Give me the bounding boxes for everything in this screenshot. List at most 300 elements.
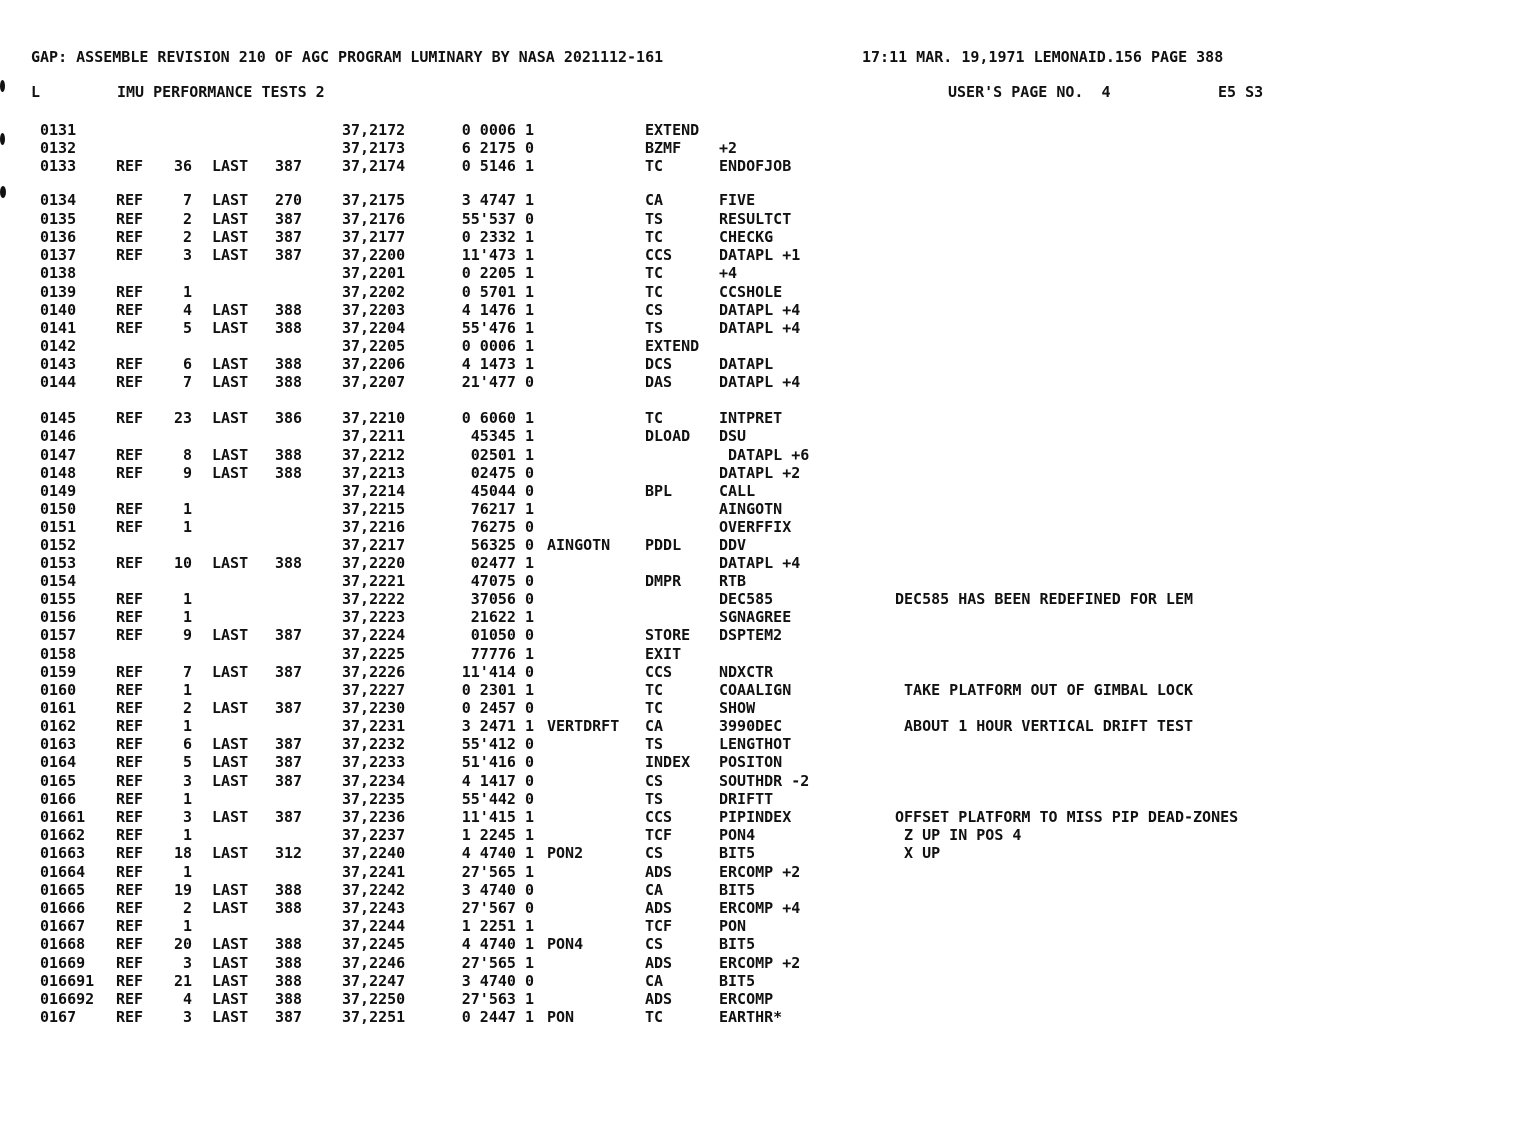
line-number: 0139: [40, 283, 77, 301]
opcode: CS: [645, 772, 664, 790]
last-page: 387: [275, 753, 303, 771]
ref-count: 7: [182, 373, 192, 391]
listing-row: [0, 972, 1536, 990]
last-keyword: LAST: [212, 246, 249, 264]
last-keyword: LAST: [212, 972, 249, 990]
last-page: 388: [275, 373, 303, 391]
operand: DATAPL: [719, 355, 774, 373]
opcode: TC: [645, 157, 664, 175]
last-keyword: LAST: [212, 373, 249, 391]
last-keyword: LAST: [212, 772, 249, 790]
opcode: TCF: [645, 826, 673, 844]
ref-count: 36: [173, 157, 192, 175]
opcode: ADS: [645, 863, 673, 881]
listing-row: [0, 518, 1536, 536]
address: 37,2217: [342, 536, 406, 554]
ref-keyword: REF: [116, 735, 144, 753]
address: 37,2236: [342, 808, 406, 826]
octal-code: 27'567 0: [461, 899, 534, 917]
listing-row: [0, 790, 1536, 808]
listing-row: [0, 753, 1536, 771]
ref-count: 1: [182, 518, 192, 536]
listing-row: [0, 699, 1536, 717]
last-keyword: LAST: [212, 409, 249, 427]
ref-keyword: REF: [116, 608, 144, 626]
line-number: 0165: [40, 772, 77, 790]
octal-code: 0 5701 1: [461, 283, 534, 301]
listing-row: [0, 772, 1536, 790]
ref-count: 2: [182, 699, 192, 717]
opcode: STORE: [645, 626, 691, 644]
listing-row: [0, 863, 1536, 881]
operand: +2: [719, 139, 738, 157]
line-number: 0136: [40, 228, 77, 246]
line-number: 01665: [40, 881, 86, 899]
listing-row: [0, 264, 1536, 282]
comment: ABOUT 1 HOUR VERTICAL DRIFT TEST: [895, 717, 1194, 735]
opcode: BPL: [645, 482, 673, 500]
listing-row: [0, 881, 1536, 899]
line-number: 0131: [40, 121, 77, 139]
opcode: PDDL: [645, 536, 682, 554]
listing-row: [0, 446, 1536, 464]
octal-code: 4 1417 0: [461, 772, 534, 790]
ref-keyword: REF: [116, 590, 144, 608]
ref-keyword: REF: [116, 808, 144, 826]
ref-count: 3: [182, 772, 192, 790]
ref-count: 10: [173, 554, 192, 572]
ref-keyword: REF: [116, 500, 144, 518]
ref-keyword: REF: [116, 717, 144, 735]
octal-code: 3 4740 0: [461, 972, 534, 990]
line-number: 0149: [40, 482, 77, 500]
operand: INTPRET: [719, 409, 783, 427]
listing-row: [0, 409, 1536, 427]
operand: ERCOMP: [719, 990, 774, 1008]
comment: OFFSET PLATFORM TO MISS PIP DEAD-ZONES: [895, 808, 1239, 826]
address: 37,2245: [342, 935, 406, 953]
opcode: TCF: [645, 917, 673, 935]
octal-code: 4 4740 1: [461, 844, 534, 862]
last-page: 312: [275, 844, 303, 862]
header-title: GAP: ASSEMBLE REVISION 210 OF AGC PROGRAM LUMINARY BY NASA 2021112-161: [31, 48, 664, 66]
line-number: 0132: [40, 139, 77, 157]
octal-code: 0 2332 1: [461, 228, 534, 246]
address: 37,2221: [342, 572, 406, 590]
last-page: 388: [275, 301, 303, 319]
line-number: 01663: [40, 844, 86, 862]
listing-row: [0, 645, 1536, 663]
last-page: 388: [275, 446, 303, 464]
ref-count: 2: [182, 210, 192, 228]
listing-row: [0, 1008, 1536, 1026]
operand: BIT5: [719, 881, 756, 899]
address: 37,2242: [342, 881, 406, 899]
address: 37,2224: [342, 626, 406, 644]
line-number: 0157: [40, 626, 77, 644]
ref-keyword: REF: [116, 772, 144, 790]
ref-count: 18: [173, 844, 192, 862]
last-page: 387: [275, 663, 303, 681]
opcode: CA: [645, 972, 664, 990]
octal-code: 37056 0: [470, 590, 534, 608]
punch-mark: [0, 133, 5, 145]
operand: ENDOFJOB: [719, 157, 792, 175]
last-keyword: LAST: [212, 446, 249, 464]
last-page: 387: [275, 626, 303, 644]
operand: SHOW: [719, 699, 756, 717]
opcode: CA: [645, 191, 664, 209]
ref-keyword: REF: [116, 301, 144, 319]
operand: CHECKG: [719, 228, 774, 246]
listing-row: [0, 427, 1536, 445]
line-number: 0156: [40, 608, 77, 626]
ref-keyword: REF: [116, 699, 144, 717]
operand: RESULTCT: [719, 210, 792, 228]
ref-count: 1: [182, 863, 192, 881]
address: 37,2214: [342, 482, 406, 500]
opcode: DAS: [645, 373, 673, 391]
label: PON4: [547, 935, 584, 953]
comment: DEC585 HAS BEEN REDEFINED FOR LEM: [895, 590, 1194, 608]
last-keyword: LAST: [212, 319, 249, 337]
listing-row: [0, 826, 1536, 844]
octal-code: 02477 1: [470, 554, 534, 572]
listing-row: [0, 717, 1536, 735]
opcode: TS: [645, 210, 664, 228]
octal-code: 01050 0: [470, 626, 534, 644]
ref-count: 3: [182, 1008, 192, 1026]
operand: POSITON: [719, 753, 783, 771]
address: 37,2226: [342, 663, 406, 681]
listing-row: [0, 917, 1536, 935]
last-page: 388: [275, 464, 303, 482]
address: 37,2173: [342, 139, 406, 157]
address: 37,2244: [342, 917, 406, 935]
last-keyword: LAST: [212, 554, 249, 572]
octal-code: 27'563 1: [461, 990, 534, 1008]
opcode: CCS: [645, 663, 673, 681]
ref-keyword: REF: [116, 157, 144, 175]
operand: DATAPL +1: [719, 246, 801, 264]
ref-count: 9: [182, 626, 192, 644]
opcode: DLOAD: [645, 427, 691, 445]
last-page: 387: [275, 246, 303, 264]
address: 37,2204: [342, 319, 406, 337]
ref-count: 1: [182, 283, 192, 301]
octal-code: 3 4740 0: [461, 881, 534, 899]
ref-count: 2: [182, 228, 192, 246]
operand: FIVE: [719, 191, 756, 209]
octal-code: 0 5146 1: [461, 157, 534, 175]
line-number: 0166: [40, 790, 77, 808]
address: 37,2177: [342, 228, 406, 246]
listing-row: [0, 572, 1536, 590]
ref-keyword: REF: [116, 554, 144, 572]
opcode: DCS: [645, 355, 673, 373]
line-number: 01669: [40, 954, 86, 972]
opcode: CA: [645, 881, 664, 899]
address: 37,2206: [342, 355, 406, 373]
operand: 3990DEC: [719, 717, 783, 735]
listing-row: [0, 808, 1536, 826]
octal-code: 27'565 1: [461, 954, 534, 972]
line-number: 0155: [40, 590, 77, 608]
opcode: ADS: [645, 899, 673, 917]
last-keyword: LAST: [212, 210, 249, 228]
last-keyword: LAST: [212, 844, 249, 862]
line-number: 0158: [40, 645, 77, 663]
opcode: EXTEND: [645, 121, 700, 139]
line-number: 0147: [40, 446, 77, 464]
line-number: 01664: [40, 863, 86, 881]
address: 37,2247: [342, 972, 406, 990]
listing-row: [0, 735, 1536, 753]
last-page: 387: [275, 735, 303, 753]
listing-row: [0, 301, 1536, 319]
label: PON: [547, 1008, 575, 1026]
listing-row: [0, 608, 1536, 626]
listing-row: [0, 373, 1536, 391]
opcode: TC: [645, 1008, 664, 1026]
operand: DRIFTT: [719, 790, 774, 808]
last-page: 387: [275, 772, 303, 790]
opcode: ADS: [645, 954, 673, 972]
operand: DSPTEM2: [719, 626, 783, 644]
listing-row: [0, 355, 1536, 373]
octal-code: 56325 0: [470, 536, 534, 554]
ref-count: 1: [182, 717, 192, 735]
ref-count: 6: [182, 735, 192, 753]
listing-row: [0, 554, 1536, 572]
line-number: 0159: [40, 663, 77, 681]
listing-row: [0, 954, 1536, 972]
octal-code: 3 4747 1: [461, 191, 534, 209]
listing-row: [0, 121, 1536, 139]
address: 37,2215: [342, 500, 406, 518]
ref-count: 1: [182, 608, 192, 626]
ref-count: 1: [182, 681, 192, 699]
label: VERTDRFT: [547, 717, 620, 735]
last-page: 270: [275, 191, 303, 209]
last-keyword: LAST: [212, 464, 249, 482]
last-page: 387: [275, 699, 303, 717]
ref-keyword: REF: [116, 899, 144, 917]
octal-code: 0 0006 1: [461, 337, 534, 355]
last-keyword: LAST: [212, 699, 249, 717]
last-page: 388: [275, 954, 303, 972]
page-code: E5 S3: [1218, 83, 1264, 101]
octal-code: 6 2175 0: [461, 139, 534, 157]
users-page-number: USER'S PAGE NO. 4: [948, 83, 1111, 101]
operand: DATAPL +2: [719, 464, 801, 482]
last-page: 386: [275, 409, 303, 427]
line-number: 0143: [40, 355, 77, 373]
ref-keyword: REF: [116, 283, 144, 301]
last-page: 388: [275, 319, 303, 337]
ref-keyword: REF: [116, 681, 144, 699]
last-keyword: LAST: [212, 935, 249, 953]
listing-row: [0, 536, 1536, 554]
operand: CCSHOLE: [719, 283, 783, 301]
ref-keyword: REF: [116, 626, 144, 644]
ref-count: 21: [173, 972, 192, 990]
address: 37,2246: [342, 954, 406, 972]
operand: DSU: [719, 427, 747, 445]
header-date-page: 17:11 MAR. 19,1971 LEMONAID.156 PAGE 388: [862, 48, 1224, 66]
opcode: TC: [645, 283, 664, 301]
ref-keyword: REF: [116, 753, 144, 771]
last-page: 387: [275, 1008, 303, 1026]
octal-code: 02501 1: [470, 446, 534, 464]
octal-code: 21'477 0: [461, 373, 534, 391]
ref-keyword: REF: [116, 518, 144, 536]
line-number: 01667: [40, 917, 86, 935]
last-keyword: LAST: [212, 663, 249, 681]
comment: TAKE PLATFORM OUT OF GIMBAL LOCK: [895, 681, 1194, 699]
address: 37,2201: [342, 264, 406, 282]
ref-count: 4: [182, 990, 192, 1008]
ref-count: 3: [182, 954, 192, 972]
octal-code: 55'537 0: [461, 210, 534, 228]
operand: BIT5: [719, 935, 756, 953]
last-page: 388: [275, 554, 303, 572]
octal-code: 0 6060 1: [461, 409, 534, 427]
octal-code: 45044 0: [470, 482, 534, 500]
comment: X UP: [895, 844, 941, 862]
operand: LENGTHOT: [719, 735, 792, 753]
address: 37,2205: [342, 337, 406, 355]
operand: DATAPL +4: [719, 554, 801, 572]
ref-keyword: REF: [116, 863, 144, 881]
octal-code: 4 4740 1: [461, 935, 534, 953]
line-number: 0134: [40, 191, 77, 209]
ref-count: 23: [173, 409, 192, 427]
ref-keyword: REF: [116, 355, 144, 373]
octal-code: 1 2251 1: [461, 917, 534, 935]
label: PON2: [547, 844, 584, 862]
operand: PIPINDEX: [719, 808, 792, 826]
operand: DATAPL +4: [719, 319, 801, 337]
address: 37,2211: [342, 427, 406, 445]
octal-code: 0 0006 1: [461, 121, 534, 139]
octal-code: 27'565 1: [461, 863, 534, 881]
opcode: ADS: [645, 990, 673, 1008]
line-number: 01668: [40, 935, 86, 953]
opcode: BZMF: [645, 139, 682, 157]
listing-row: [0, 157, 1536, 175]
last-page: 387: [275, 157, 303, 175]
opcode: CCS: [645, 808, 673, 826]
operand: ERCOMP +4: [719, 899, 801, 917]
punch-mark: [0, 80, 5, 92]
address: 37,2175: [342, 191, 406, 209]
address: 37,2240: [342, 844, 406, 862]
address: 37,2220: [342, 554, 406, 572]
operand: SGNAGREE: [719, 608, 792, 626]
opcode: CS: [645, 935, 664, 953]
last-keyword: LAST: [212, 626, 249, 644]
operand: DATAPL +6: [719, 446, 810, 464]
listing-row: [0, 935, 1536, 953]
operand: RTB: [719, 572, 747, 590]
last-keyword: LAST: [212, 1008, 249, 1026]
opcode: EXTEND: [645, 337, 700, 355]
listing-row: [0, 337, 1536, 355]
line-number: 0164: [40, 753, 77, 771]
last-page: 388: [275, 990, 303, 1008]
listing-row: [0, 482, 1536, 500]
line-number: 0138: [40, 264, 77, 282]
operand: AINGOTN: [719, 500, 783, 518]
operand: PON4: [719, 826, 756, 844]
ref-count: 9: [182, 464, 192, 482]
last-keyword: LAST: [212, 355, 249, 373]
opcode: CCS: [645, 246, 673, 264]
ref-count: 19: [173, 881, 192, 899]
line-number: 0151: [40, 518, 77, 536]
ref-keyword: REF: [116, 826, 144, 844]
line-number: 01662: [40, 826, 86, 844]
opcode: TC: [645, 264, 664, 282]
listing-row: [0, 139, 1536, 157]
octal-code: 4 1473 1: [461, 355, 534, 373]
line-number: 0153: [40, 554, 77, 572]
ref-keyword: REF: [116, 790, 144, 808]
label: AINGOTN: [547, 536, 611, 554]
listing-row: [0, 191, 1536, 209]
address: 37,2233: [342, 753, 406, 771]
ref-keyword: REF: [116, 228, 144, 246]
ref-keyword: REF: [116, 246, 144, 264]
operand: ERCOMP +2: [719, 863, 801, 881]
address: 37,2212: [342, 446, 406, 464]
last-keyword: LAST: [212, 881, 249, 899]
octal-code: 76217 1: [470, 500, 534, 518]
address: 37,2241: [342, 863, 406, 881]
operand: DEC585: [719, 590, 774, 608]
octal-code: 0 2301 1: [461, 681, 534, 699]
address: 37,2216: [342, 518, 406, 536]
address: 37,2230: [342, 699, 406, 717]
ref-keyword: REF: [116, 373, 144, 391]
line-number: 0133: [40, 157, 77, 175]
octal-code: 47075 0: [470, 572, 534, 590]
ref-keyword: REF: [116, 935, 144, 953]
ref-keyword: REF: [116, 990, 144, 1008]
opcode: DMPR: [645, 572, 682, 590]
line-number: 016692: [40, 990, 95, 1008]
ref-count: 1: [182, 917, 192, 935]
address: 37,2213: [342, 464, 406, 482]
address: 37,2234: [342, 772, 406, 790]
line-number: 0154: [40, 572, 77, 590]
ref-count: 4: [182, 301, 192, 319]
ref-count: 2: [182, 899, 192, 917]
listing-row: [0, 246, 1536, 264]
line-number: 0163: [40, 735, 77, 753]
ref-count: 1: [182, 500, 192, 518]
operand: BIT5: [719, 844, 756, 862]
last-keyword: LAST: [212, 899, 249, 917]
listing-row: [0, 663, 1536, 681]
line-number: 0160: [40, 681, 77, 699]
line-number: 01661: [40, 808, 86, 826]
address: 37,2210: [342, 409, 406, 427]
ref-keyword: REF: [116, 1008, 144, 1026]
ref-count: 5: [182, 319, 192, 337]
last-page: 388: [275, 972, 303, 990]
